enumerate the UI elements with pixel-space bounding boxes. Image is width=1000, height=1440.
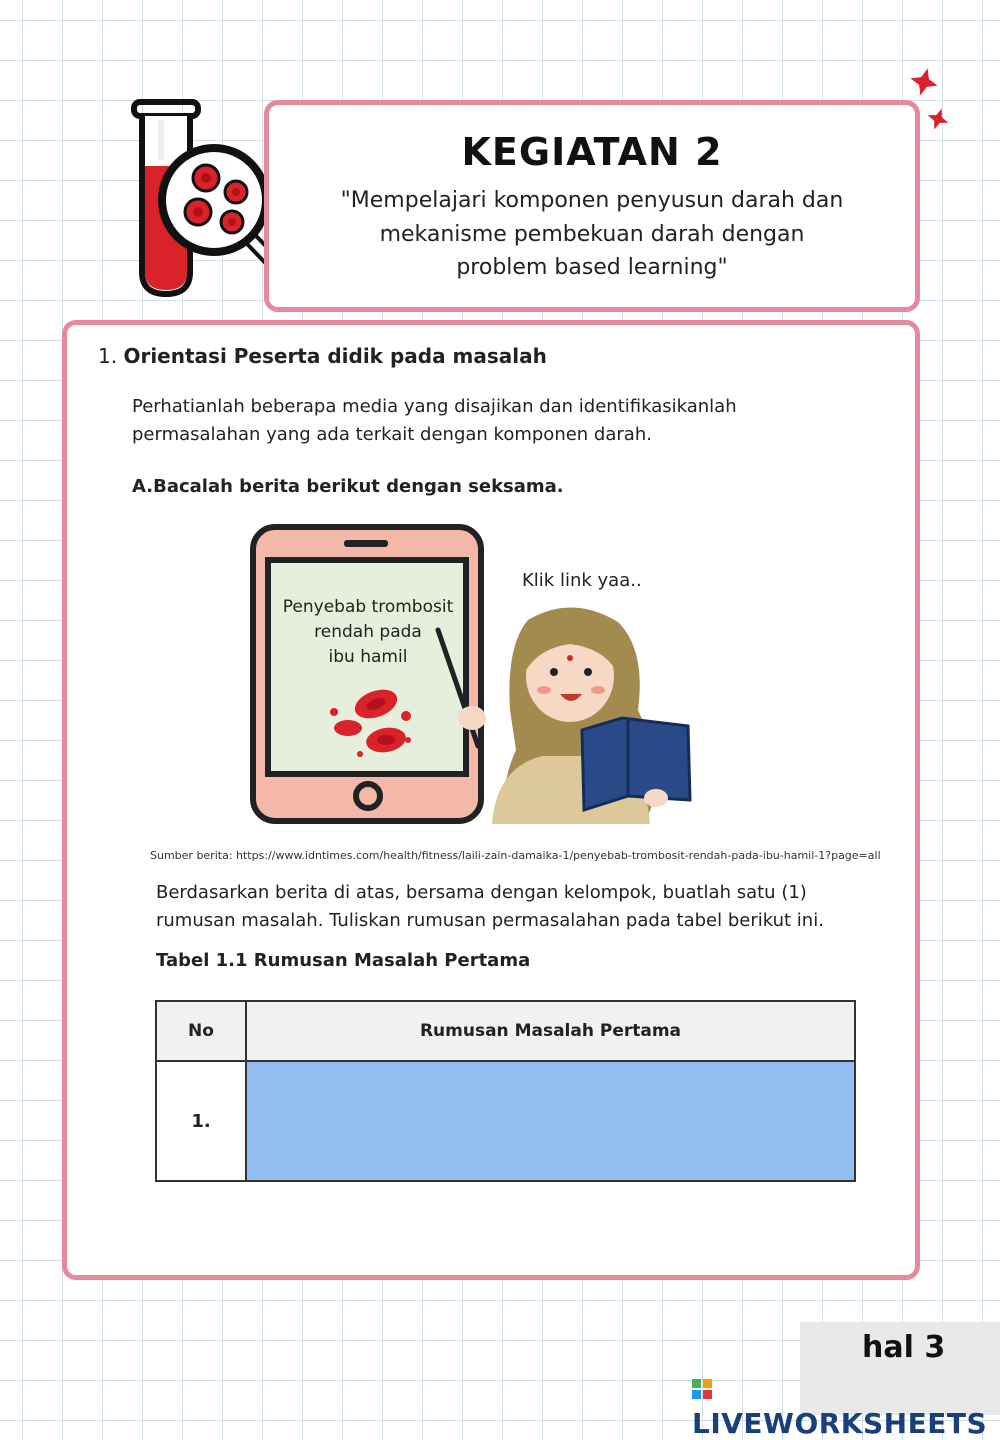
problem-table [155,1000,856,1182]
teacher-illustration [432,600,694,824]
column-header-problem: Rumusan Masalah Pertama [246,1001,855,1061]
section-heading [98,344,547,368]
brand-name: LIVEWORKSHEETS [692,1407,988,1440]
activity-subtitle-line: mekanisme pembekuan darah dengan [379,222,805,247]
news-card-line: rendah pada [314,622,422,642]
intro-text-line: permasalahan yang ada terkait dengan komponen darah. [132,424,652,445]
section-number: 1. [98,344,118,368]
table-header-row [156,1001,855,1061]
page-number: hal 3 [862,1330,946,1365]
section-title: Orientasi Peserta didik pada masalah [123,344,547,368]
news-source-link[interactable]: Sumber berita: https://www.idntimes.com/health/fitness/laili-zain-damaika-1/penyebab-trombosit-rendah-pada-ibu-hamil-1?page=all [150,849,881,862]
news-card-line: ibu hamil [328,647,408,667]
activity-title: KEGIATAN 2 [461,130,723,174]
table-row [156,1061,855,1181]
liveworksheets-icon [692,1379,712,1399]
column-header-no: No [156,1001,246,1061]
intro-text-line: Perhatianlah beberapa media yang disajikan dan identifikasikanlah [132,396,737,417]
activity-subtitle-line: "Mempelajari komponen penyusun darah dan [340,188,844,213]
read-heading: A.Bacalah berita berikut dengan seksama. [132,476,564,497]
instruction-text-line: Berdasarkan berita di atas, bersama dengan kelompok, buatlah satu (1) [156,882,807,903]
table-caption: Tabel 1.1 Rumusan Masalah Pertama [156,950,531,971]
answer-input[interactable] [246,1061,855,1181]
news-card-line: Penyebab trombosit [282,597,454,617]
instruction-text-line: rumusan masalah. Tuliskan rumusan permasalahan pada tabel berikut ini. [156,910,824,931]
brand-logo [692,1374,1000,1440]
activity-subtitle-line: problem based learning" [456,255,728,280]
row-number: 1. [156,1061,246,1181]
speech-text: Klik link yaa.. [522,570,642,591]
